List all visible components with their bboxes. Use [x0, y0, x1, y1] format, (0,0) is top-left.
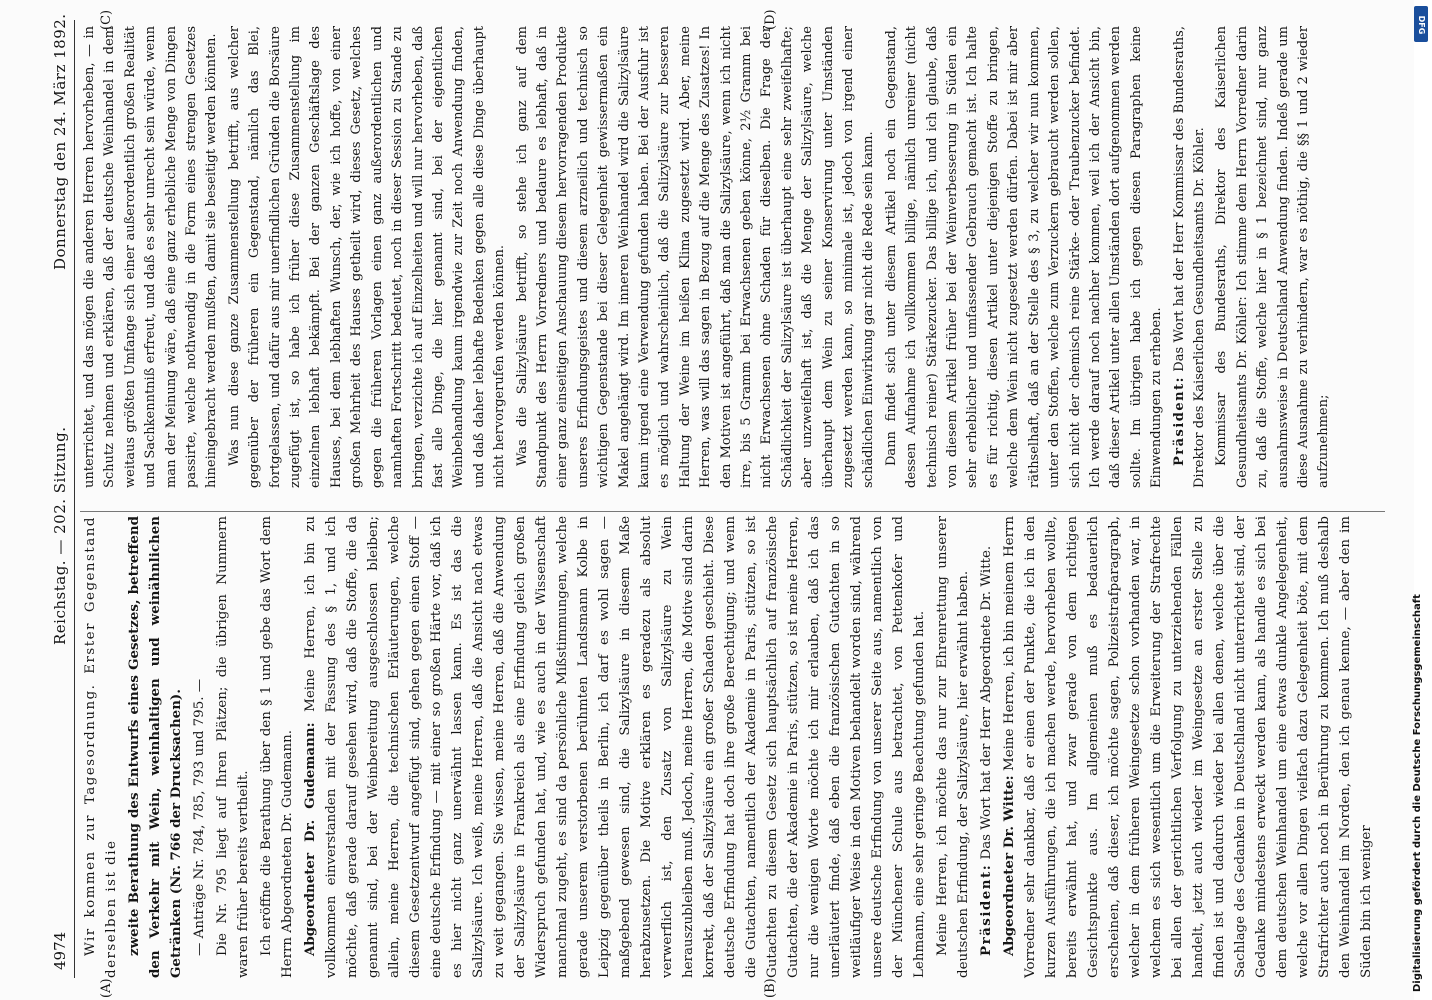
paragraph: Dann findet sich unter diesem Artikel noch ein Gegenstand, dessen Aufnahme ich vollkommen billige, nämlich unreiner (nicht technisch reiner) Stärkezucker. Das billige ich, und ich glaube, daß von diesem Artikel früher bei der Weinverbesserung in Süden ein sehr erheblicher und umfassender Gebrauch gemacht ist. Ich halte es für richtig, diesen Artikel unter diejenigen Stoffe zu bringen, welche dem Wein nicht zugesetzt werden dürfen. Dabei ist mir aber räthselhaft, daß an der Stelle des § 3, zu welcher wir nun kommen, unter den Stoffen, welche zum Verzuckern gebraucht werden sollen, sich nicht der chemisch reine Stärke- oder Traubenzucker befindet. Ich werde darauf noch nachher kommen, weil ich der Ansicht bin, daß dieser Artikel unter allen Umständen dort aufgenommen werden sollte. Im übrigen habe ich gegen diesen Paragraphen keine Einwendungen zu erheben.: [883, 26, 1165, 488]
paragraph: Die Nr. 795 liegt auf Ihren Plätzen; die übrigen Nummern waren früher bereits vertheilt.: [215, 516, 251, 978]
dfg-logo: [1414, 6, 1428, 42]
speaker-label: Präsident:: [1171, 376, 1187, 466]
president-remark: [1170, 26, 1211, 488]
margin-letter-d: (D): [763, 9, 778, 30]
speech-witte: [999, 516, 1377, 978]
agenda-item-title: zweite Berathung des Entwurfs eines Gesetzes, betreffend den Verkehr mit Wein, weinhaltigen und weinähnlichen Getränken (Nr. 766 der Drucksachen).: [126, 516, 184, 978]
margin-letter-c: (C): [99, 9, 114, 30]
left-column: [80, 516, 1379, 978]
running-head-left: Reichstag. — 202. Sitzung.: [51, 426, 69, 645]
speech-koehler: Kommissar des Bundesraths, Direktor des Kaiserlichen Gesundheitsamts Dr. Köhler: Ich stimme dem Herrn Vorredner darin zu, daß die Stoffe, welche hier in § 1 bezeichnet sind, nur ganz ausnahmsweise in Deutschland Anwendung finden. Indeß gerade um diese Ausnahme zu verhindern, war es nöthig, die §§ 1 und 2 wieder aufzunehmen;: [1214, 26, 1332, 488]
speech-text: Meine Herren, ich bin zu vollkommen einverstanden mit der Fassung des § 1, und ich möchte, daß gerade darauf gesehen wird, daß die Stoffe, die da genannt sind, bei der Weinbereitung ausgeschlossen bleiben; allein, meine Herren, die technischen Erläuterungen, welche diesem Gesetzentwurf angefügt sind, gehen gegen einen Stoff — eine deutsche Erfindung — mit einer so großen Härte vor, daß ich es hier nicht ganz unerwähnt lassen kann. Es ist das die Salizylsäure. Ich weiß, meine Herren, daß die Ansicht nach etwas zu weit gegangen. Sie wissen, meine Herren, daß die Anwendung der Salizylsäure in Frankreich als eine Erfindung gleich großen Widerspruch gefunden hat, und, wie es auch in der Wissenschaft manchmal zugeht, es sind da persönliche Mißstimmungen, welche gerade unserem verstorbenen berühmten Landsmann Kolbe in Leipzig gegenüber theils in Berlin, ich darf es wohl sagen — maßgebend gewesen sind, die Salizylsäure in diesem Maße herabzusetzen. Die Motive erklären es geradezu als absolut verwerflich ist, den Zusatz von Salizylsäure zu Wein herauszubleiben muß. Jedoch, meine Herren, die Motive sind darin korrekt, daß der Salizylsäure ein großer Schaden geschieht. Diese deutsche Erfindung hat doch ihre große Berechtigung; und wenn die Gutachten, namentlich der Akademie in Paris, stützen, so ist Gutachten zu diesem Gesetz sich hauptsächlich auf französische Gutachten, die der Akademie in Paris, stützen, so ist meine Herren, nur die wenigen Worte möchte ich mir erlauben, daß ich das unerläutert finde, daß eben die französischen Gutachten in so weitläufiger Weise in den Motiven behandelt worden sind, während unsere deutsche Erfindung von unserer Seite aus, namentlich von der Münchener Schule aus betrachtet, von Pettenkofer und Lehmann, eine sehr geringe Beachtung gefunden hat.: [303, 516, 927, 978]
speech-text: Das Wort hat der Herr Abgeordnete Dr. Witte.: [979, 545, 994, 860]
speaker-label: Abgeordneter Dr. Witte:: [1001, 775, 1017, 956]
agenda-intro: Wir kommen zur Tagesordnung. Erster Gegenstand derselben ist die: [83, 516, 119, 978]
funding-credit: Digitalisierung gefördert durch die Deutsche Forschungsgemeinschaft: [1412, 594, 1423, 992]
speech-gudemann: [300, 516, 930, 978]
margin-letter-b: (B): [763, 978, 778, 998]
page-number: 4974: [51, 931, 69, 970]
motions-list: — Anträge Nr. 784, 785, 793 und 795. —: [192, 678, 207, 956]
page-header: [50, 0, 72, 1000]
paragraph: Was nun diese ganze Zusammenstellung betrifft, aus welcher gegenüber der früheren ein Gegenstand, nämlich das Blei, fortgelassen, und dafür aus mir unerfindlichen Gründen die Borsäure zugefügt ist, so habe ich früher diese Zusammenstellung im einzelnen lebhaft bekämpft. Bei der ganzen Geschäftslage des Hauses, bei dem lebhaften Wunsch, der, wie ich hoffe, von einer großen Mehrheit des Hauses getheilt wird, dieses Gesetz, welches gegen die früheren Vorlagen einen ganz außerordentlichen und namhaften Fortschritt bedeutet, noch in dieser Session zu Stande zu bringen, verzichte ich auf Einzelheiten und will nur hervorheben, daß fast alle Dinge, die hier genannt sind, bei der eigentlichen Weinbehandlung kaum irgendwie zur Zeit noch Anwendung finden, und daß daher lebhafte Bedenken gegen alle diese Dinge überhaupt nicht hervorgerufen werden können.: [226, 26, 508, 488]
paragraph: Was die Salizylsäure betrifft, so stehe ich ganz auf dem Standpunkt des Herrn Vorredners und bedaure es lebhaft, daß in einer ganz einseitigen Anschauung diesem hervorragenden Produkte unseres Erfindungsgeistes und diesem arzneilich und technisch so wichtigen Gegenstande bei dieser Gelegenheit gewissermaßen ein Makel angehängt wird. Im inneren Weinhandel wird die Salizylsäure kaum irgend eine Verwendung gefunden haben. Bei der Ausfuhr ist es möglich und wahrscheinlich, daß die Salizylsäure zur besseren Haltung der Weine im heißen Klima zugesetzt wird. Aber, meine Herren, was will das sagen in Bezug auf die Menge des Zusatzes! In den Motiven ist angeführt, daß man die Salizylsäure, wenn ich nicht irre, bis 5 Gramm bei Erwachsenen geben könne, 2½ Gramm bei nicht Erwachsenen ohne Schaden für dieselben. Die Frage der Schädlichkeit der Salizylsäure ist überhaupt eine sehr zweifelhafte; aber unzweifelhaft ist, daß die Menge der Salizylsäure, welche überhaupt dem Wein zu seiner Konservirung unter Umständen zugesetzt werden kann, so minimale ist, jedoch von irgend einer schädlichen Einwirkung gar nicht die Rede sein kann.: [514, 26, 877, 488]
speaker-label: Präsident:: [978, 863, 994, 956]
dfg-logo-text: DFG: [1417, 15, 1426, 35]
margin-letter-a: (A): [99, 978, 114, 998]
president-remark: [976, 516, 997, 978]
paragraph: Meine Herren, ich möchte das nur zur Ehrenrettung unserer deutschen Erfindung, der Salizylsäure, hier erwähnt haben.: [935, 516, 971, 978]
speaker-label: Abgeordneter Dr. Gudemann:: [302, 722, 318, 956]
column-divider: [80, 511, 1385, 512]
speech-text: Das Wort hat der Herr Kommissar des Bundesraths, Direktor des Kaiserlichen Gesundheitsamts Dr. Köhler.: [1171, 26, 1207, 488]
right-column: [80, 26, 1337, 488]
running-head-right: Donnerstag den 24. März 1892.: [51, 13, 69, 270]
paragraph: Ich eröffne die Berathung über den § 1 und gebe das Wort dem Herrn Abgeordneten Dr. Gudemann.: [259, 516, 295, 978]
speech-text: Meine Herren, ich bin meinem Herrn Vorredner sehr dankbar, daß er einen der Punkte, die ich in den kurzen Ausführungen, die ich machen werde, hervorheben wollte, bereits erwähnt hat, und zwar gerade von dem richtigen Gesichtspunkte aus. Im allgemeinen muß es bedauerlich erscheinen, daß dieser, ich möchte sagen, Polizeistrafparagraph, welcher in dem früheren Weingesetze schon vorhanden war, in welchem es sich wesentlich um die Erweiterung der Strafrechte bei allen der gerichtlichen Verfolgung zu unterziehenden Fällen handelt, jetzt auch wieder im Weingesetze an erster Stelle zu finden ist und dadurch wieder bei allen denen, welche über die Sachlage des Gedanken in Deutschland nicht unterrichtet sind, der Gedanke mindestens erweckt werden kann, als handle es sich bei dem deutschen Weinhandel um eine etwas dunkle Angelegenheit, welche vor allen Dingen vielfach dazu Gelegenheit böte, mit dem Strafrichter auch noch in Berührung zu kommen. Ich muß deshalb den Weinhandel im Norden, den ich genau kenne, — aber den im Süden bin ich weniger: [1002, 516, 1374, 978]
header-rule: [74, 20, 75, 978]
paragraph: unterrichtet, und das mögen die anderen Herren hervorheben, — in Schutz nehmen und erklären, daß der deutsche Weinhandel in dem weitaus größten Umfange sich einer außerordentlich großen Realität und Sachkenntniß erfreut, und daß es sehr unrecht sein würde, wenn man der Meinung wäre, daß eine ganz erhebliche Menge von Dingen passirte, welche nothwendig in die Form eines strengen Gesetzes hineingebracht werden mußten, damit sie beseitigt werden könnten.: [82, 26, 220, 488]
